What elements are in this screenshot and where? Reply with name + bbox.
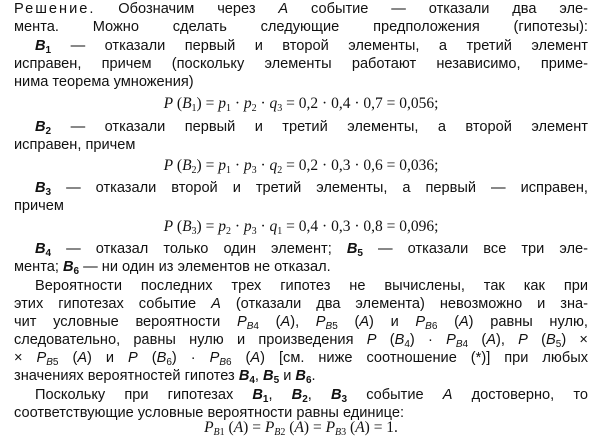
- text-line: Решение. Обозначим через A событие — отказали два эле-: [14, 1, 588, 17]
- text-line: мента; $B_6$ — ни один из элементов не отказал.: [14, 259, 331, 277]
- formula-line: P $(B_1) = p_1 \cdot p_2 \cdot q_3 = 0,2 \cdot 0,4 \cdot 0,7 = 0,056$;: [163, 95, 439, 114]
- text-line: нима теорема умножения): [14, 74, 194, 90]
- formula-line: P $(B_3) = p_2 \cdot p_3 \cdot q_1 = 0,4 \cdot 0,3 \cdot 0,8 = 0,096$;: [163, 218, 439, 237]
- text-line: × $P_{B5}$ (A) и P $(B_6) \cdot P_{B6}$ (A) [см. ниже соотношение (*)] при любых: [14, 350, 588, 368]
- formula-line: P $(B_2) = p_1 \cdot p_3 \cdot q_2 = 0,2 \cdot 0,3 \cdot 0,6 = 0,036$;: [163, 157, 439, 176]
- text-line: чит условные вероятности $P_{B4}$ (A), $P_{B5}$ (A) и $P_{B6}$ (A) равны нулю,: [14, 314, 588, 332]
- text-line: $B_1$ — отказали первый и второй элементы, а третий элемент: [35, 38, 588, 56]
- text-line: $B_2$ — отказали первый и третий элементы, а второй элемент: [35, 119, 588, 137]
- text-line: $B_4$ — отказал только один элемент; $B_5$ — отказали все три эле-: [35, 241, 588, 259]
- text-line: соответствующие условные вероятности равны единице:: [14, 405, 404, 421]
- text-line: мента. Можно сделать следующие предположения (гипотезы):: [14, 19, 588, 35]
- text-line: исправен, причем: [14, 137, 136, 153]
- formula-line: $P_{B1}$ $(A) = P_{B2}$ $(A) = P_{B3}$ (A) = 1.: [204, 419, 398, 438]
- text-line: этих гипотезах событие A (отказали два элемента) невозможно и зна-: [14, 296, 588, 312]
- text-line: причем: [14, 198, 64, 214]
- text-line: Поскольку при гипотезах $B_1$, $B_2$, $B_3$ событие A достоверно, то: [35, 387, 588, 405]
- text-line: исправен, причем (поскольку элементы работают независимо, приме-: [14, 56, 588, 72]
- text-line: Вероятности последних трех гипотез не вычислены, так как при: [35, 278, 588, 294]
- text-line: $B_3$ — отказали второй и третий элементы, а первый — исправен,: [35, 180, 588, 198]
- text-line: значениях вероятностей гипотез $B_4$, $B_5$ и $B_6$.: [14, 368, 316, 386]
- text-line: следовательно, равны нулю и произведения P $(B_4) \cdot P_{B4}$ (A), P $(B_5)$ ×: [14, 332, 588, 350]
